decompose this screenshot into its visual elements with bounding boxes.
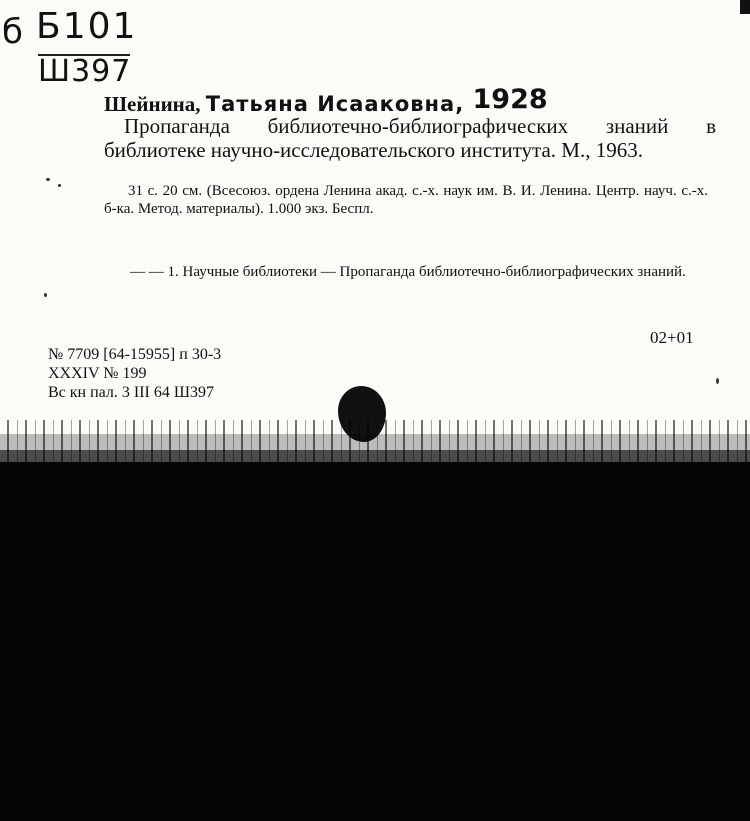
- handwritten-comma: ,: [455, 92, 473, 116]
- registration-line-2: XXXIV № 199: [48, 365, 147, 382]
- handwritten-author-given-names: Татьяна Исааковна: [205, 92, 456, 116]
- scan-speck: [716, 378, 719, 384]
- classification-code: 02+01: [650, 328, 694, 347]
- handwritten-author-mark: Ш397: [38, 54, 132, 89]
- author-heading: [104, 84, 724, 117]
- handwritten-prefix: б: [2, 12, 23, 52]
- handwritten-shelf-number: Б101: [36, 6, 138, 47]
- scan-speck: [44, 293, 47, 297]
- registration-line-1: № 7709 [64-15955] п 30-3: [48, 346, 222, 363]
- dark-scan-area: [0, 462, 750, 821]
- subject-tracing: — — 1. Научные библиотеки — Пропаганда библиотечно-библиографических знаний.: [130, 264, 686, 280]
- author-surname: Шейнина,: [104, 92, 201, 116]
- imprint-description: 31 с. 20 см. (Всесоюз. ордена Ленина акад. с.-х. наук им. В. И. Ленина. Центр. науч. с.-х. б-ка. Метод. материалы). 1.000 экз. Беспл.: [104, 183, 708, 217]
- scan-speck: [46, 178, 50, 181]
- corner-mark: [740, 0, 750, 14]
- handwritten-birth-year: 1928: [472, 84, 548, 115]
- book-title: Пропаганда библиотечно-библиографических знаний в библиотеке научно-исследовательского института. М., 1963.: [104, 114, 716, 162]
- scan-noise-band: [0, 420, 750, 466]
- registration-line-3: Вс кн пал. 3 III 64 Ш397: [48, 384, 215, 401]
- scan-speck: [58, 184, 61, 187]
